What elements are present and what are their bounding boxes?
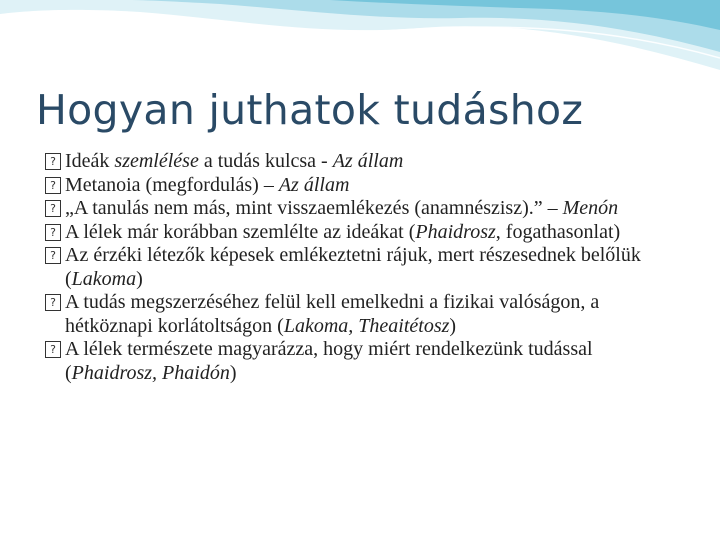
missing-glyph-icon: ?	[45, 294, 61, 311]
bullet-italic-text: szemlélése	[114, 150, 199, 172]
missing-glyph-icon: ?	[45, 153, 61, 170]
bullet-text: )	[136, 267, 143, 290]
missing-glyph-icon: ?	[45, 177, 61, 194]
bullet-text: )	[229, 361, 237, 384]
bullet-text: Ideák	[65, 150, 115, 172]
header-wave-decoration	[0, 0, 720, 80]
bullet-text: Metanoia (megfordulás) –	[65, 173, 279, 196]
bullet-text: a tudás kulcsa -	[198, 150, 333, 172]
bullet-italic-text: Az állam	[278, 173, 350, 196]
bullet-text: Az érzéki létezők képesek emlékeztetni rájuk, mert részesednek belőlük (	[65, 244, 641, 290]
missing-glyph-icon: ?	[45, 247, 61, 264]
bullet-item	[46, 221, 686, 245]
bullet-text: A lélek már korábban szemlélte az ideákat (	[65, 220, 416, 243]
bullet-italic-text: Az állam	[332, 150, 404, 172]
missing-glyph-icon: ?	[45, 200, 61, 217]
bullet-item	[46, 174, 686, 198]
bullet-italic-text: Phaidrosz, Phaidón	[71, 361, 230, 384]
missing-glyph-icon: ?	[45, 341, 61, 358]
bullet-text: , fogathasonlat)	[495, 220, 621, 243]
slide-title: Hogyan juthatok tudáshoz	[36, 86, 584, 134]
bullet-item	[46, 338, 686, 385]
bullet-italic-text: Phaidrosz	[415, 220, 496, 243]
bullet-text: A lélek természete magyarázza, hogy miért rendelkezünk tudással (	[65, 338, 593, 384]
bullet-italic-text: Lakoma, Theaitétosz	[283, 314, 450, 337]
bullet-item	[46, 291, 686, 338]
bullet-text: „A tanulás nem más, mint visszaemlékezés (anamnészisz).” –	[65, 197, 563, 219]
missing-glyph-icon: ?	[45, 224, 61, 241]
bullet-item	[46, 244, 686, 291]
bullet-text: )	[449, 314, 457, 337]
bullet-list	[46, 150, 686, 385]
bullet-italic-text: Lakoma	[71, 267, 137, 290]
bullet-text: A tudás megszerzéséhez felül kell emelkedni a fizikai valóságon, a hétköznapi korlátoltságon (	[65, 291, 600, 337]
bullet-item	[46, 197, 686, 221]
bullet-italic-text: Menón	[562, 197, 619, 219]
bullet-item	[46, 150, 686, 174]
